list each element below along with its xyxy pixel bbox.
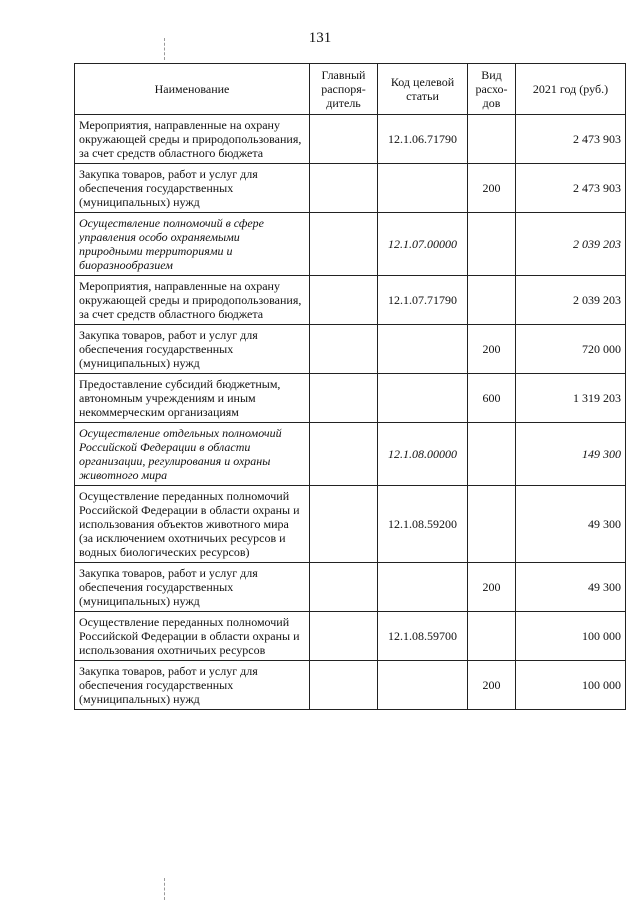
cell-kind xyxy=(468,486,516,563)
header-amount: 2021 год (руб.) xyxy=(516,64,626,115)
cell-code: 12.1.08.00000 xyxy=(378,423,468,486)
cell-admin xyxy=(310,423,378,486)
cell-kind: 200 xyxy=(468,164,516,213)
cell-admin xyxy=(310,374,378,423)
cell-code: 12.1.06.71790 xyxy=(378,115,468,164)
cell-kind xyxy=(468,276,516,325)
cell-code: 12.1.08.59700 xyxy=(378,612,468,661)
table-row xyxy=(75,612,626,661)
cell-amount: 149 300 xyxy=(516,423,626,486)
cell-admin xyxy=(310,661,378,710)
cell-amount: 100 000 xyxy=(516,661,626,710)
table-row xyxy=(75,164,626,213)
margin-dash-mark-bottom xyxy=(164,878,165,900)
cell-code xyxy=(378,563,468,612)
cell-code xyxy=(378,661,468,710)
header-code: Код целевой статьи xyxy=(378,64,468,115)
cell-code xyxy=(378,374,468,423)
cell-code: 12.1.07.71790 xyxy=(378,276,468,325)
budget-table xyxy=(74,63,626,710)
header-admin: Главный распоря-дитель xyxy=(310,64,378,115)
margin-dash-mark-top xyxy=(164,38,165,60)
table-row xyxy=(75,374,626,423)
cell-admin xyxy=(310,325,378,374)
header-name: Наименование xyxy=(75,64,310,115)
cell-admin xyxy=(310,612,378,661)
page-number: 131 xyxy=(308,30,332,46)
cell-amount: 2 473 903 xyxy=(516,115,626,164)
cell-amount: 2 473 903 xyxy=(516,164,626,213)
cell-name: Осуществление отдельных полномочий Российской Федерации в области организации, регулирования и охраны животного мира xyxy=(75,423,310,486)
cell-amount: 1 319 203 xyxy=(516,374,626,423)
cell-amount: 100 000 xyxy=(516,612,626,661)
cell-admin xyxy=(310,115,378,164)
cell-name: Мероприятия, направленные на охрану окружающей среды и природопользования, за счет средств областного бюджета xyxy=(75,276,310,325)
table-header-row xyxy=(75,64,626,115)
table-row xyxy=(75,563,626,612)
cell-admin xyxy=(310,486,378,563)
cell-amount: 2 039 203 xyxy=(516,276,626,325)
cell-name: Осуществление полномочий в сфере управления особо охраняемыми природными территориями и биоразнообразием xyxy=(75,213,310,276)
table-row xyxy=(75,486,626,563)
cell-amount: 2 039 203 xyxy=(516,213,626,276)
cell-code xyxy=(378,325,468,374)
cell-admin xyxy=(310,563,378,612)
cell-kind xyxy=(468,423,516,486)
table-row xyxy=(75,115,626,164)
cell-kind: 200 xyxy=(468,563,516,612)
header-kind: Вид расхо-дов xyxy=(468,64,516,115)
cell-amount: 49 300 xyxy=(516,563,626,612)
cell-admin xyxy=(310,276,378,325)
table-row xyxy=(75,423,626,486)
cell-name: Осуществление переданных полномочий Российской Федерации в области охраны и использования объектов животного мира (за исключением охотничьих ресурсов и водных биологических ресурсов) xyxy=(75,486,310,563)
table-row xyxy=(75,213,626,276)
cell-admin xyxy=(310,213,378,276)
cell-admin xyxy=(310,164,378,213)
table-row xyxy=(75,276,626,325)
cell-name: Мероприятия, направленные на охрану окружающей среды и природопользования, за счет средств областного бюджета xyxy=(75,115,310,164)
cell-kind xyxy=(468,213,516,276)
cell-name: Закупка товаров, работ и услуг для обеспечения государственных (муниципальных) нужд xyxy=(75,164,310,213)
cell-name: Осуществление переданных полномочий Российской Федерации в области охраны и использования охотничьих ресурсов xyxy=(75,612,310,661)
cell-code: 12.1.08.59200 xyxy=(378,486,468,563)
cell-amount: 49 300 xyxy=(516,486,626,563)
cell-kind: 200 xyxy=(468,661,516,710)
cell-kind xyxy=(468,115,516,164)
cell-kind: 200 xyxy=(468,325,516,374)
table-row xyxy=(75,325,626,374)
cell-amount: 720 000 xyxy=(516,325,626,374)
cell-name: Закупка товаров, работ и услуг для обеспечения государственных (муниципальных) нужд xyxy=(75,563,310,612)
table-body xyxy=(75,115,626,710)
cell-name: Закупка товаров, работ и услуг для обеспечения государственных (муниципальных) нужд xyxy=(75,661,310,710)
cell-kind: 600 xyxy=(468,374,516,423)
cell-name: Закупка товаров, работ и услуг для обеспечения государственных (муниципальных) нужд xyxy=(75,325,310,374)
table-row xyxy=(75,661,626,710)
cell-kind xyxy=(468,612,516,661)
cell-code: 12.1.07.00000 xyxy=(378,213,468,276)
cell-code xyxy=(378,164,468,213)
cell-name: Предоставление субсидий бюджетным, автономным учреждениям и иным некоммерческим организациям xyxy=(75,374,310,423)
